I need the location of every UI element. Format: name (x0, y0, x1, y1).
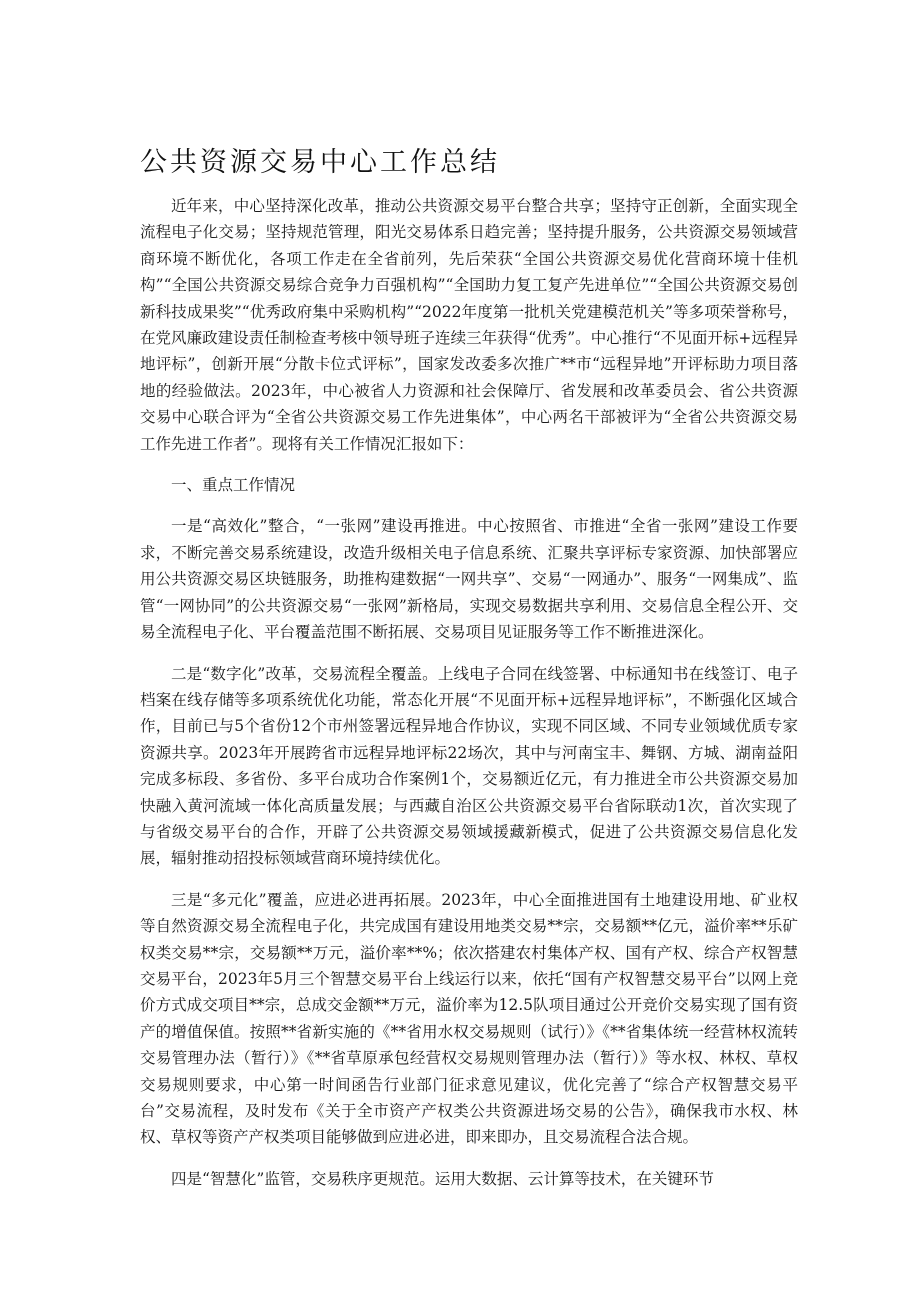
section-heading: 一、重点工作情况 (171, 476, 296, 495)
intro-paragraph: 近年来，中心坚持深化改革，推动公共资源交易平台整合共享；坚持守正创新，全面实现全流程电子化交易；坚持规范管理，阳光交易体系日趋完善；坚持提升服务，公共资源交易领域营商环境不断优化，各项工作走在全省前列，先后荣获“全国公共资源交易优化营商环境十佳机构”“全国公共资源交易综合竞争力百强机构”“全国助力复工复产先进单位”“全国公共资源交易创新科技成果奖”“优秀政府集中采购机构”“2022年度第一批机关党建模范机关”等多项荣誉称号，在党风廉政建设责任制检查考核中领导班子连续三年获得“优秀”。中心推行“不见面开标+远程异地评标”，创新开展“分散卡位式评标”，国家发改委多次推广**市“远程异地”开评标助力项目落地的经验做法。2023年，中心被省人力资源和社会保障厅、省发展和改革委员会、省公共资源交易中心联合评为“全省公共资源交易工作先进集体”，中心两名干部被评为“全省公共资源交易工作先进工作者”。现将有关工作情况汇报如下： (140, 197, 798, 453)
paragraph-diversification: 三是“多元化”覆盖，应进必进再拓展。2023年，中心全面推进国有土地建设用地、矿业权等自然资源交易全流程电子化，共完成国有建设用地类交易**宗，交易额**亿元，溢价率**乐矿权类交易**宗，交易额**万元，溢价率**%；依次搭建农村集体产权、国有产权、综合产权智慧交易平台，2023年5月三个智慧交易平台上线运行以来，依托“国有产权智慧交易平台”以网上竞价方式成交项目**宗，总成交金额**万元，溢价率为12.5队项目通过公开竞价交易实现了国有资产的增值保值。按照**省新实施的《**省用水权交易规则（试行）》《**省集体统一经营林权流转交易管理办法（暂行）》《**省草原承包经营权交易规则管理办法（暂行）》等水权、林权、草权交易规则要求，中心第一时间函告行业部门征求意见建议，优化完善了“综合产权智慧交易平台”交易流程，及时发布《关于全市资产产权类公共资源进场交易的公告》，确保我市水权、林权、草权等资产产权类项目能够做到应进必进，即来即办，且交易流程合法合规。 (140, 890, 798, 1147)
document-title: 公共资源交易中心工作总结 (140, 147, 500, 178)
paragraph-digitalization: 二是“数字化”改革，交易流程全覆盖。上线电子合同在线签署、中标通知书在线签订、电子档案在线存储等多项系统优化功能，常态化开展“不见面开标+远程异地评标”，不断强化区域合作，目前已与5个省份12个市州签署远程异地合作协议，实现不同区域、不同专业领域优质专家资源共享。2023年开展跨省市远程异地评标22场次，其中与河南宝丰、舞钢、方城、湖南益阳完成多标段、多省份、多平台成功合作案例1个，交易额近亿元，有力推进全市公共资源交易加快融入黄河流域一体化高质量发展；与西藏自治区公共资源交易平台省际联动1次，首次实现了与省级交易平台的合作，开辟了公共资源交易领域援藏新模式，促进了公共资源交易信息化发展，辐射推动招投标领域营商环境持续优化。 (140, 664, 798, 868)
paragraph-smart-supervision: 四是“智慧化”监管，交易秩序更规范。运用大数据、云计算等技术，在关键环节 (171, 1169, 714, 1188)
document-body (140, 193, 798, 1207)
paragraph-efficiency: 一是“高效化”整合，“一张网”建设再推进。中心按照省、市推进“全省一张网”建设工作要求，不断完善交易系统建设，改造升级相关电子信息系统、汇聚共享评标专家资源、加快部署应用公共资源交易区块链服务，助推构建数据“一网共享”、交易“一网通办”、服务“一网集成”、监管“一网协同”的公共资源交易“一张网”新格局，实现交易数据共享利用、交易信息全程公开、交易全流程电子化、平台覆盖范围不断拓展、交易项目见证服务等工作不断推进深化。 (140, 517, 798, 642)
